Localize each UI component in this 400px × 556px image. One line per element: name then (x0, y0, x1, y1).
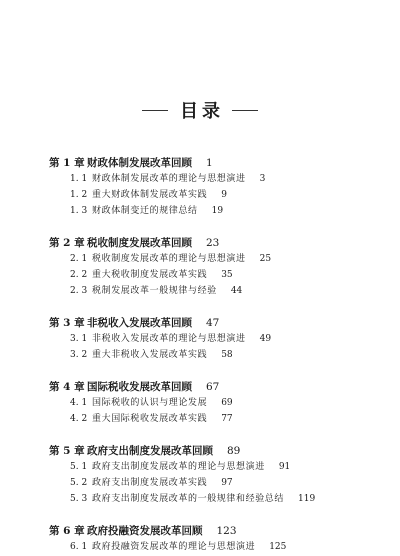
section-number: 3. 2 (70, 350, 88, 360)
toc-chapter[interactable] (0, 155, 400, 171)
section-title: 重大非税收入发展改革实践 (92, 350, 208, 360)
chapter-number: 第 4 章 (49, 381, 85, 393)
title-rule-left (142, 110, 168, 111)
section-title: 财政体制变迁的规律总结 (92, 206, 198, 216)
chapter-title: 国际税收发展改革回顾 (87, 381, 192, 393)
section-number: 1. 3 (70, 206, 88, 216)
section-title: 财政体制发展改革的理论与思想演进 (92, 174, 246, 184)
section-page: 19 (211, 206, 224, 216)
toc-section[interactable] (0, 203, 400, 219)
chapter-page: 89 (227, 445, 241, 457)
chapter-page: 1 (206, 157, 213, 169)
section-number: 5. 3 (70, 494, 88, 504)
toc-section[interactable] (0, 475, 400, 491)
toc-section[interactable] (0, 331, 400, 347)
section-page: 125 (269, 542, 287, 552)
chapter-page: 47 (206, 317, 220, 329)
page-title (0, 97, 400, 123)
toc-section[interactable] (0, 395, 400, 411)
section-number: 4. 1 (70, 398, 88, 408)
section-page: 3 (259, 174, 266, 184)
section-number: 4. 2 (70, 414, 88, 424)
toc-section[interactable] (0, 267, 400, 283)
toc-chapter[interactable] (0, 379, 400, 395)
chapter-number: 第 2 章 (49, 237, 85, 249)
page-title-text: 目录 (180, 101, 224, 122)
section-title: 税制发展改革一般规律与经验 (92, 286, 217, 296)
section-page: 44 (230, 286, 243, 296)
chapter-page: 67 (206, 381, 220, 393)
section-title: 政府支出制度发展改革实践 (92, 478, 208, 488)
section-page: 119 (298, 494, 316, 504)
section-page: 25 (259, 254, 272, 264)
section-title: 非税收入发展改革的理论与思想演进 (92, 334, 246, 344)
section-page: 35 (221, 270, 233, 280)
toc-chapter[interactable] (0, 315, 400, 331)
section-title: 政府支出制度发展改革的一般规律和经验总结 (92, 494, 285, 504)
section-page: 49 (259, 334, 272, 344)
title-rule-right (232, 110, 258, 111)
chapter-number: 第 1 章 (49, 157, 85, 169)
section-page: 69 (221, 398, 233, 408)
chapter-number: 第 5 章 (49, 445, 85, 457)
section-title: 重大财政体制发展改革实践 (92, 190, 208, 200)
toc-chapter[interactable] (0, 443, 400, 459)
section-number: 2. 1 (70, 254, 88, 264)
toc-section[interactable] (0, 411, 400, 427)
section-number: 5. 1 (70, 462, 88, 472)
toc-section[interactable] (0, 459, 400, 475)
section-number: 3. 1 (70, 334, 88, 344)
section-number: 6. 1 (70, 542, 88, 552)
chapter-title: 政府支出制度发展改革回顾 (87, 445, 213, 457)
chapter-number: 第 6 章 (49, 525, 85, 537)
table-of-contents (0, 155, 400, 555)
section-number: 2. 2 (70, 270, 88, 280)
section-number: 1. 1 (70, 174, 88, 184)
chapter-title: 财政体制发展改革回顾 (87, 157, 192, 169)
section-page: 9 (221, 190, 227, 200)
chapter-page: 123 (216, 525, 237, 537)
chapter-title: 政府投融资发展改革回顾 (87, 525, 203, 537)
section-number: 5. 2 (70, 478, 88, 488)
section-page: 91 (278, 462, 291, 472)
toc-section[interactable] (0, 251, 400, 267)
section-page: 77 (221, 414, 233, 424)
section-title: 税收制度发展改革的理论与思想演进 (92, 254, 246, 264)
toc-chapter[interactable] (0, 523, 400, 539)
section-title: 政府支出制度发展改革的理论与思想演进 (92, 462, 265, 472)
toc-section[interactable] (0, 171, 400, 187)
section-title: 重大税收制度发展改革实践 (92, 270, 208, 280)
section-page: 97 (221, 478, 233, 488)
toc-chapter[interactable] (0, 235, 400, 251)
toc-section[interactable] (0, 283, 400, 299)
toc-section[interactable] (0, 491, 400, 507)
toc-section[interactable] (0, 187, 400, 203)
section-page: 58 (221, 350, 233, 360)
chapter-title: 税收制度发展改革回顾 (87, 237, 192, 249)
chapter-page: 23 (206, 237, 220, 249)
toc-section[interactable] (0, 347, 400, 363)
section-number: 2. 3 (70, 286, 88, 296)
chapter-title: 非税收入发展改革回顾 (87, 317, 192, 329)
section-title: 政府投融资发展改革的理论与思想演进 (92, 542, 256, 552)
section-number: 1. 2 (70, 190, 88, 200)
section-title: 重大国际税收发展改革实践 (92, 414, 208, 424)
section-title: 国际税收的认识与理论发展 (92, 398, 208, 408)
chapter-number: 第 3 章 (49, 317, 85, 329)
toc-section[interactable] (0, 539, 400, 555)
